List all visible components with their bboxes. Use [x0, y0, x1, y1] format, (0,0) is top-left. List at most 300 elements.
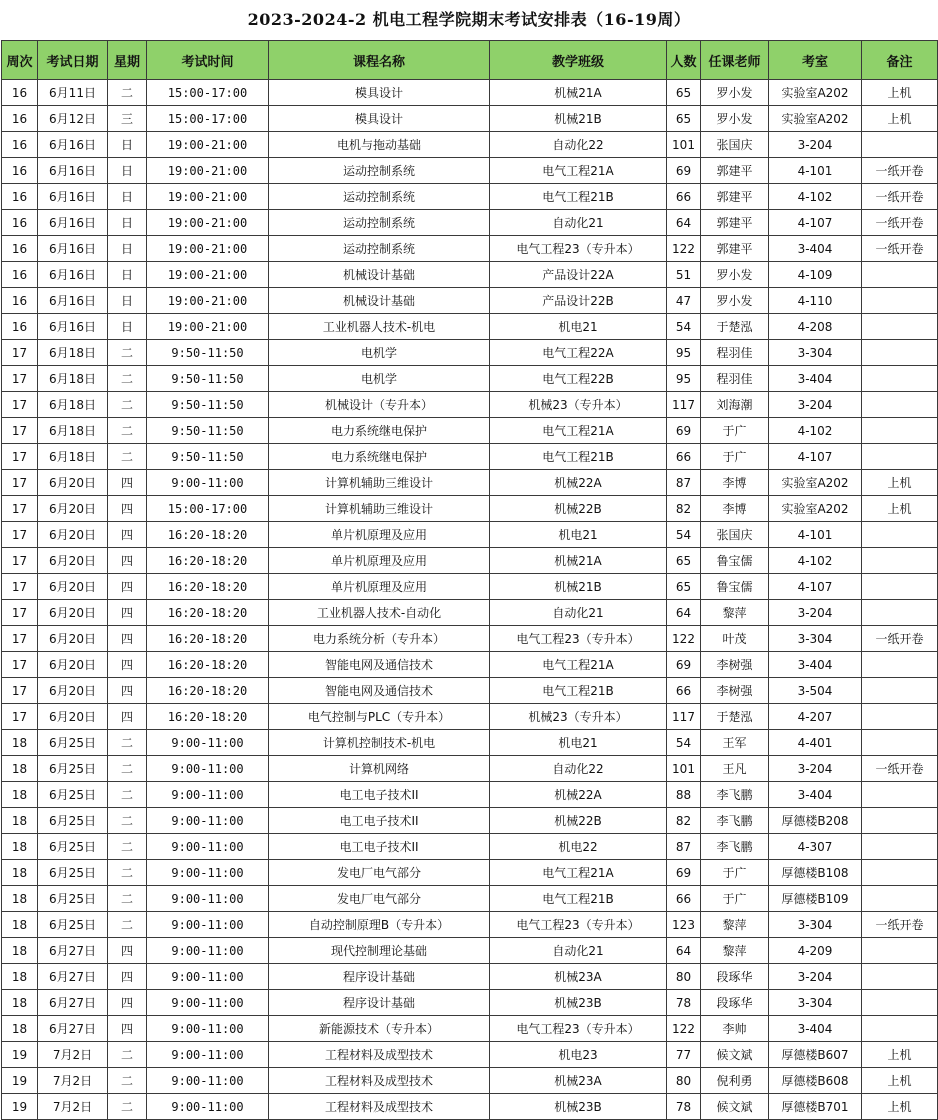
cell-time: 19:00-21:00: [147, 210, 269, 236]
cell-note: [862, 1016, 938, 1042]
table-row: [2, 600, 938, 626]
cell-teacher: 于楚泓: [701, 704, 769, 730]
cell-count: 65: [667, 80, 701, 106]
table-row: [2, 158, 938, 184]
cell-time: 9:50-11:50: [147, 366, 269, 392]
cell-week: 18: [2, 964, 38, 990]
cell-teacher: 段琢华: [701, 964, 769, 990]
table-row: [2, 132, 938, 158]
cell-room: 3-504: [769, 678, 862, 704]
cell-course: 机械设计基础: [269, 288, 490, 314]
cell-count: 69: [667, 418, 701, 444]
cell-teacher: 罗小发: [701, 262, 769, 288]
cell-weekday: 四: [108, 574, 147, 600]
cell-class: 机电21: [490, 522, 667, 548]
cell-time: 15:00-17:00: [147, 496, 269, 522]
table-row: [2, 860, 938, 886]
cell-course: 发电厂电气部分: [269, 886, 490, 912]
cell-teacher: 候文斌: [701, 1042, 769, 1068]
cell-weekday: 二: [108, 1094, 147, 1120]
cell-note: 一纸开卷: [862, 184, 938, 210]
cell-date: 6月25日: [38, 912, 108, 938]
cell-class: 机械22A: [490, 782, 667, 808]
cell-note: [862, 938, 938, 964]
table-row: [2, 1016, 938, 1042]
cell-weekday: 四: [108, 548, 147, 574]
cell-weekday: 二: [108, 340, 147, 366]
cell-time: 16:20-18:20: [147, 652, 269, 678]
cell-note: 一纸开卷: [862, 236, 938, 262]
cell-week: 17: [2, 496, 38, 522]
cell-room: 4-101: [769, 158, 862, 184]
cell-week: 19: [2, 1068, 38, 1094]
col-header-week: 周次: [2, 41, 38, 80]
table-row: [2, 288, 938, 314]
table-row: [2, 522, 938, 548]
cell-course: 模具设计: [269, 80, 490, 106]
cell-class: 机械23B: [490, 990, 667, 1016]
cell-room: 实验室A202: [769, 106, 862, 132]
cell-date: 6月25日: [38, 886, 108, 912]
cell-class: 自动化22: [490, 756, 667, 782]
cell-weekday: 四: [108, 522, 147, 548]
cell-note: 上机: [862, 1042, 938, 1068]
cell-time: 9:00-11:00: [147, 990, 269, 1016]
cell-class: 产品设计22B: [490, 288, 667, 314]
table-row: [2, 340, 938, 366]
cell-teacher: 郭建平: [701, 184, 769, 210]
cell-time: 9:00-11:00: [147, 1094, 269, 1120]
cell-note: [862, 132, 938, 158]
cell-note: 一纸开卷: [862, 626, 938, 652]
cell-class: 机械21A: [490, 548, 667, 574]
cell-teacher: 于广: [701, 444, 769, 470]
cell-date: 6月25日: [38, 860, 108, 886]
cell-class: 电气工程21B: [490, 678, 667, 704]
cell-course: 智能电网及通信技术: [269, 652, 490, 678]
table-row: [2, 1094, 938, 1120]
cell-note: [862, 782, 938, 808]
table-row: [2, 80, 938, 106]
page-title: 2023-2024-2 机电工程学院期末考试安排表（16-19周）: [247, 10, 691, 29]
cell-weekday: 四: [108, 652, 147, 678]
cell-room: 3-304: [769, 990, 862, 1016]
cell-teacher: 倪利勇: [701, 1068, 769, 1094]
cell-week: 16: [2, 132, 38, 158]
cell-note: [862, 340, 938, 366]
cell-date: 6月27日: [38, 990, 108, 1016]
cell-class: 电气工程22B: [490, 366, 667, 392]
cell-count: 64: [667, 210, 701, 236]
cell-time: 9:00-11:00: [147, 730, 269, 756]
cell-room: 3-404: [769, 1016, 862, 1042]
cell-note: 上机: [862, 106, 938, 132]
cell-count: 87: [667, 834, 701, 860]
cell-note: [862, 392, 938, 418]
cell-count: 54: [667, 314, 701, 340]
cell-room: 4-209: [769, 938, 862, 964]
table-row: [2, 834, 938, 860]
cell-weekday: 二: [108, 1068, 147, 1094]
cell-count: 80: [667, 964, 701, 990]
cell-count: 65: [667, 106, 701, 132]
cell-teacher: 李树强: [701, 652, 769, 678]
cell-date: 6月16日: [38, 236, 108, 262]
cell-weekday: 四: [108, 1016, 147, 1042]
cell-note: [862, 886, 938, 912]
cell-week: 17: [2, 366, 38, 392]
cell-date: 6月16日: [38, 262, 108, 288]
cell-teacher: 郭建平: [701, 158, 769, 184]
cell-class: 机械22B: [490, 496, 667, 522]
cell-week: 18: [2, 912, 38, 938]
cell-course: 模具设计: [269, 106, 490, 132]
table-row: [2, 392, 938, 418]
col-header-date: 考试日期: [38, 41, 108, 80]
cell-note: [862, 444, 938, 470]
cell-class: 机械23A: [490, 964, 667, 990]
cell-date: 6月25日: [38, 808, 108, 834]
cell-note: 一纸开卷: [862, 210, 938, 236]
table-row: [2, 886, 938, 912]
cell-class: 机械22B: [490, 808, 667, 834]
cell-time: 9:00-11:00: [147, 886, 269, 912]
table-row: [2, 782, 938, 808]
cell-weekday: 二: [108, 418, 147, 444]
cell-note: [862, 574, 938, 600]
cell-weekday: 二: [108, 860, 147, 886]
col-header-course: 课程名称: [269, 41, 490, 80]
cell-note: [862, 600, 938, 626]
cell-time: 16:20-18:20: [147, 548, 269, 574]
cell-weekday: 日: [108, 184, 147, 210]
cell-room: 4-102: [769, 548, 862, 574]
cell-class: 电气工程21B: [490, 444, 667, 470]
cell-room: 3-204: [769, 756, 862, 782]
cell-date: 6月20日: [38, 652, 108, 678]
cell-weekday: 二: [108, 808, 147, 834]
col-header-class: 教学班级: [490, 41, 667, 80]
cell-week: 17: [2, 418, 38, 444]
cell-note: [862, 808, 938, 834]
cell-course: 电气控制与PLC（专升本）: [269, 704, 490, 730]
cell-note: [862, 964, 938, 990]
cell-count: 54: [667, 522, 701, 548]
cell-class: 电气工程23（专升本）: [490, 1016, 667, 1042]
cell-teacher: 刘海潮: [701, 392, 769, 418]
cell-week: 16: [2, 184, 38, 210]
cell-weekday: 四: [108, 964, 147, 990]
cell-weekday: 日: [108, 210, 147, 236]
cell-week: 16: [2, 236, 38, 262]
cell-date: 6月20日: [38, 626, 108, 652]
cell-time: 9:00-11:00: [147, 834, 269, 860]
cell-date: 6月27日: [38, 964, 108, 990]
cell-teacher: 张国庆: [701, 522, 769, 548]
cell-time: 9:00-11:00: [147, 756, 269, 782]
cell-time: 16:20-18:20: [147, 600, 269, 626]
cell-teacher: 黎萍: [701, 938, 769, 964]
cell-week: 18: [2, 1016, 38, 1042]
cell-course: 智能电网及通信技术: [269, 678, 490, 704]
cell-class: 电气工程22A: [490, 340, 667, 366]
table-row: [2, 418, 938, 444]
cell-course: 运动控制系统: [269, 236, 490, 262]
cell-course: 电力系统继电保护: [269, 418, 490, 444]
cell-count: 54: [667, 730, 701, 756]
cell-time: 9:00-11:00: [147, 782, 269, 808]
table-row: [2, 210, 938, 236]
cell-time: 19:00-21:00: [147, 236, 269, 262]
cell-count: 69: [667, 158, 701, 184]
cell-teacher: 郭建平: [701, 236, 769, 262]
cell-weekday: 四: [108, 626, 147, 652]
cell-week: 17: [2, 600, 38, 626]
cell-teacher: 于广: [701, 886, 769, 912]
cell-note: [862, 678, 938, 704]
cell-time: 19:00-21:00: [147, 262, 269, 288]
cell-class: 电气工程23（专升本）: [490, 236, 667, 262]
cell-date: 6月20日: [38, 704, 108, 730]
table-row: [2, 366, 938, 392]
cell-count: 77: [667, 1042, 701, 1068]
cell-date: 6月20日: [38, 522, 108, 548]
cell-weekday: 日: [108, 314, 147, 340]
cell-course: 计算机辅助三维设计: [269, 470, 490, 496]
cell-course: 单片机原理及应用: [269, 574, 490, 600]
cell-time: 19:00-21:00: [147, 132, 269, 158]
cell-weekday: 四: [108, 496, 147, 522]
table-row: [2, 704, 938, 730]
cell-teacher: 叶茂: [701, 626, 769, 652]
cell-class: 机械22A: [490, 470, 667, 496]
cell-time: 16:20-18:20: [147, 626, 269, 652]
cell-count: 51: [667, 262, 701, 288]
cell-date: 6月20日: [38, 548, 108, 574]
table-row: [2, 548, 938, 574]
cell-count: 101: [667, 132, 701, 158]
cell-time: 9:00-11:00: [147, 808, 269, 834]
header-row: [2, 41, 938, 80]
cell-teacher: 王凡: [701, 756, 769, 782]
cell-course: 机械设计（专升本）: [269, 392, 490, 418]
cell-week: 16: [2, 106, 38, 132]
cell-date: 6月16日: [38, 314, 108, 340]
cell-room: 4-110: [769, 288, 862, 314]
table-row: [2, 938, 938, 964]
cell-week: 18: [2, 756, 38, 782]
cell-room: 4-207: [769, 704, 862, 730]
cell-week: 18: [2, 834, 38, 860]
cell-teacher: 黎萍: [701, 912, 769, 938]
cell-course: 工程材料及成型技术: [269, 1094, 490, 1120]
cell-date: 7月2日: [38, 1094, 108, 1120]
cell-class: 电气工程21A: [490, 652, 667, 678]
col-header-note: 备注: [862, 41, 938, 80]
cell-course: 运动控制系统: [269, 158, 490, 184]
cell-course: 运动控制系统: [269, 184, 490, 210]
cell-week: 18: [2, 782, 38, 808]
cell-teacher: 罗小发: [701, 80, 769, 106]
table-row: [2, 184, 938, 210]
cell-room: 厚德楼B208: [769, 808, 862, 834]
cell-time: 16:20-18:20: [147, 678, 269, 704]
cell-teacher: 程羽佳: [701, 340, 769, 366]
cell-note: [862, 834, 938, 860]
cell-room: 4-102: [769, 418, 862, 444]
cell-teacher: 李飞鹏: [701, 834, 769, 860]
cell-teacher: 黎萍: [701, 600, 769, 626]
cell-count: 66: [667, 184, 701, 210]
cell-room: 3-204: [769, 392, 862, 418]
cell-count: 66: [667, 678, 701, 704]
col-header-time: 考试时间: [147, 41, 269, 80]
cell-class: 机械21B: [490, 574, 667, 600]
cell-course: 运动控制系统: [269, 210, 490, 236]
cell-time: 19:00-21:00: [147, 184, 269, 210]
cell-note: [862, 288, 938, 314]
cell-note: 上机: [862, 496, 938, 522]
cell-time: 16:20-18:20: [147, 704, 269, 730]
cell-room: 3-204: [769, 964, 862, 990]
cell-course: 计算机网络: [269, 756, 490, 782]
cell-date: 6月27日: [38, 1016, 108, 1042]
table-row: [2, 990, 938, 1016]
cell-room: 厚德楼B607: [769, 1042, 862, 1068]
cell-week: 18: [2, 808, 38, 834]
cell-note: [862, 314, 938, 340]
cell-course: 电机学: [269, 366, 490, 392]
cell-class: 产品设计22A: [490, 262, 667, 288]
cell-week: 16: [2, 288, 38, 314]
cell-note: [862, 418, 938, 444]
cell-week: 17: [2, 704, 38, 730]
cell-note: [862, 652, 938, 678]
cell-course: 计算机辅助三维设计: [269, 496, 490, 522]
cell-time: 9:00-11:00: [147, 1016, 269, 1042]
cell-room: 3-304: [769, 912, 862, 938]
cell-count: 101: [667, 756, 701, 782]
cell-count: 123: [667, 912, 701, 938]
cell-weekday: 四: [108, 470, 147, 496]
cell-weekday: 二: [108, 782, 147, 808]
cell-class: 电气工程21A: [490, 158, 667, 184]
cell-class: 自动化21: [490, 210, 667, 236]
cell-class: 机电22: [490, 834, 667, 860]
cell-class: 电气工程21B: [490, 886, 667, 912]
cell-week: 17: [2, 574, 38, 600]
cell-teacher: 候文斌: [701, 1094, 769, 1120]
cell-course: 工程材料及成型技术: [269, 1042, 490, 1068]
cell-note: 一纸开卷: [862, 912, 938, 938]
cell-date: 6月20日: [38, 496, 108, 522]
cell-weekday: 二: [108, 392, 147, 418]
cell-room: 3-404: [769, 652, 862, 678]
cell-class: 机械23（专升本）: [490, 704, 667, 730]
cell-room: 3-304: [769, 626, 862, 652]
cell-course: 计算机控制技术-机电: [269, 730, 490, 756]
cell-room: 4-107: [769, 210, 862, 236]
cell-weekday: 二: [108, 756, 147, 782]
table-row: [2, 1042, 938, 1068]
cell-teacher: 李树强: [701, 678, 769, 704]
cell-count: 122: [667, 626, 701, 652]
cell-weekday: 二: [108, 730, 147, 756]
cell-course: 电工电子技术II: [269, 782, 490, 808]
cell-course: 新能源技术（专升本）: [269, 1016, 490, 1042]
cell-time: 9:00-11:00: [147, 470, 269, 496]
cell-teacher: 李博: [701, 470, 769, 496]
cell-teacher: 李帅: [701, 1016, 769, 1042]
cell-count: 95: [667, 340, 701, 366]
cell-course: 程序设计基础: [269, 990, 490, 1016]
cell-note: 一纸开卷: [862, 158, 938, 184]
cell-class: 自动化21: [490, 938, 667, 964]
cell-count: 122: [667, 1016, 701, 1042]
cell-date: 6月16日: [38, 132, 108, 158]
cell-count: 117: [667, 392, 701, 418]
cell-teacher: 鲁宝儒: [701, 548, 769, 574]
cell-course: 工程材料及成型技术: [269, 1068, 490, 1094]
cell-note: 上机: [862, 1094, 938, 1120]
table-row: [2, 262, 938, 288]
cell-weekday: 四: [108, 938, 147, 964]
cell-week: 17: [2, 340, 38, 366]
cell-count: 87: [667, 470, 701, 496]
cell-room: 4-208: [769, 314, 862, 340]
cell-week: 18: [2, 990, 38, 1016]
table-row: [2, 964, 938, 990]
cell-time: 15:00-17:00: [147, 106, 269, 132]
col-header-count: 人数: [667, 41, 701, 80]
cell-date: 6月25日: [38, 834, 108, 860]
cell-class: 机械23A: [490, 1068, 667, 1094]
cell-room: 4-107: [769, 574, 862, 600]
cell-teacher: 郭建平: [701, 210, 769, 236]
cell-weekday: 四: [108, 678, 147, 704]
cell-room: 3-404: [769, 366, 862, 392]
cell-note: [862, 860, 938, 886]
cell-count: 78: [667, 990, 701, 1016]
table-row: [2, 678, 938, 704]
cell-course: 电工电子技术II: [269, 808, 490, 834]
cell-course: 电机与拖动基础: [269, 132, 490, 158]
cell-room: 3-204: [769, 600, 862, 626]
cell-date: 6月27日: [38, 938, 108, 964]
cell-class: 机电21: [490, 314, 667, 340]
cell-room: 4-307: [769, 834, 862, 860]
cell-weekday: 日: [108, 236, 147, 262]
cell-course: 工业机器人技术-机电: [269, 314, 490, 340]
cell-week: 18: [2, 860, 38, 886]
cell-count: 65: [667, 574, 701, 600]
cell-course: 机械设计基础: [269, 262, 490, 288]
cell-room: 4-102: [769, 184, 862, 210]
cell-course: 单片机原理及应用: [269, 548, 490, 574]
table-row: [2, 470, 938, 496]
table-row: [2, 106, 938, 132]
cell-date: 6月25日: [38, 756, 108, 782]
cell-count: 64: [667, 938, 701, 964]
cell-class: 机械21A: [490, 80, 667, 106]
cell-count: 122: [667, 236, 701, 262]
cell-room: 厚德楼B108: [769, 860, 862, 886]
table-row: [2, 756, 938, 782]
cell-class: 电气工程23（专升本）: [490, 626, 667, 652]
cell-teacher: 于楚泓: [701, 314, 769, 340]
cell-weekday: 日: [108, 288, 147, 314]
cell-weekday: 日: [108, 262, 147, 288]
